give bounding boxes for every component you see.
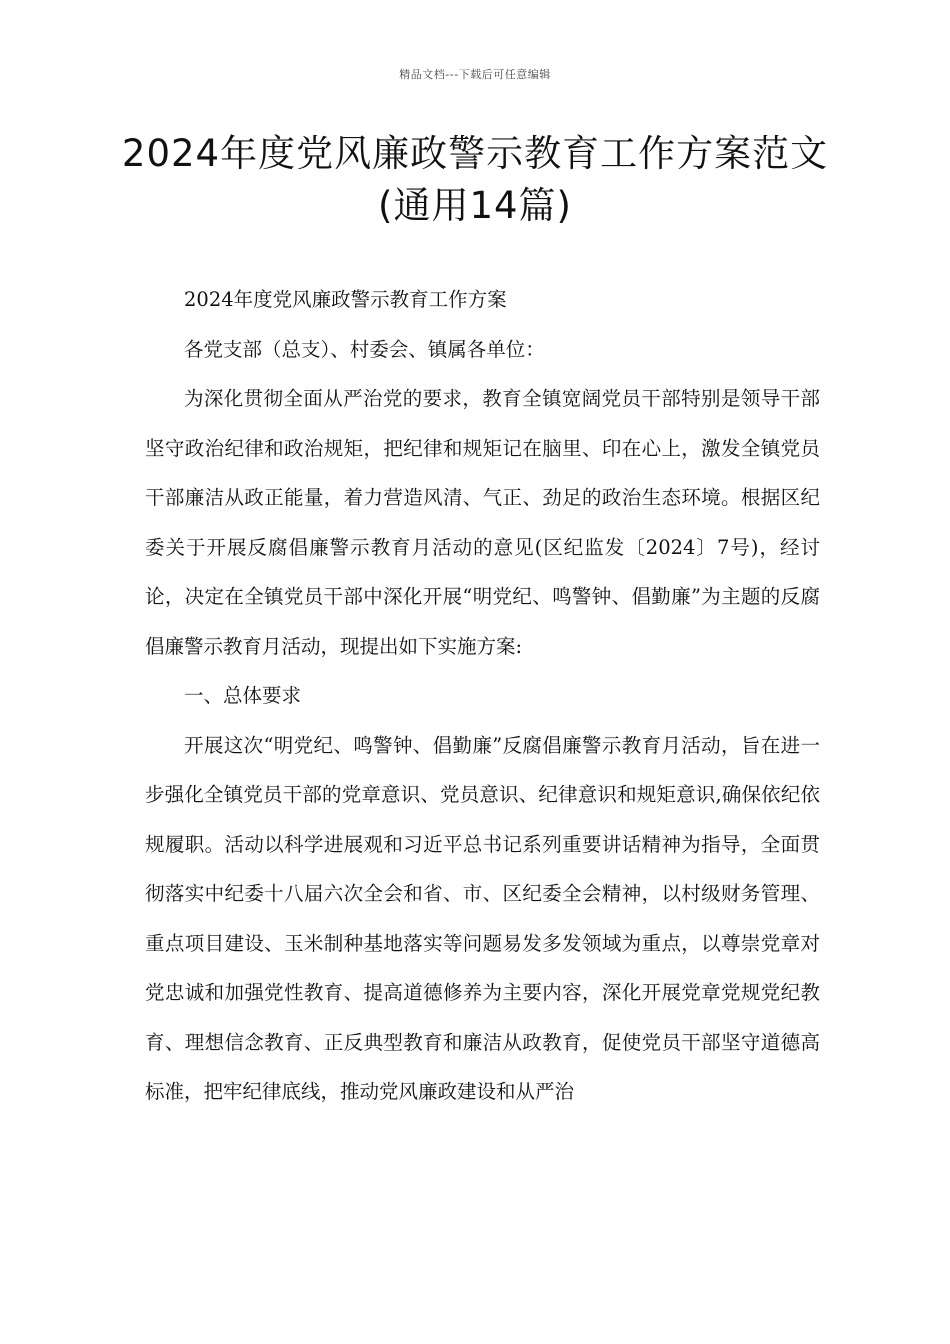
paragraph-intro: 为深化贯彻全面从严治党的要求，教育全镇宽阔党员干部特别是领导干部坚守政治纪律和政治规矩，把纪律和规矩记在脑里、印在心上，激发全镇党员干部廉洁从政正能量，着力营造风清、气正、劲足的政治生态环境。根据区纪委关于开展反腐倡廉警示教育月活动的意见(区纪监发〔2024〕7号)，经讨论，决定在全镇党员干部中深化开展“明党纪、鸣警钟、倡勤廉”为主题的反腐倡廉警示教育月活动，现提出如下实施方案:: [145, 387, 820, 658]
salutation: 各党支部（总支）、村委会、镇属各单位：: [184, 337, 545, 361]
document-subtitle: 2024年度党风廉政警示教育工作方案: [184, 288, 507, 311]
document-body: [145, 275, 820, 1117]
section-heading-general-requirements: 一、总体要求: [184, 684, 302, 707]
header-note: 精品文档---下载后可任意编辑: [399, 68, 551, 81]
document-title: 2024年度党风廉政警示教育工作方案范文(通用14篇): [121, 132, 829, 227]
paragraph-general-requirements: 开展这次“明党纪、鸣警钟、倡勤廉”反腐倡廉警示教育月活动，旨在进一步强化全镇党员干部的党章意识、党员意识、纪律意识和规矩意识,确保依纪依规履职。活动以科学进展观和习近平总书记系列重要讲话精神为指导，全面贯彻落实中纪委十八届六次全会和省、市、区纪委全会精神，以村级财务管理、重点项目建设、玉米制种基地落实等问题易发多发领域为重点，以尊崇党章对党忠诚和加强党性教育、提高道德修养为主要内容，深化开展党章党规党纪教育、理想信念教育、正反典型教育和廉洁从政教育，促使党员干部坚守道德高标准，把牢纪律底线，推动党风廉政建设和从严治: [145, 733, 820, 1103]
